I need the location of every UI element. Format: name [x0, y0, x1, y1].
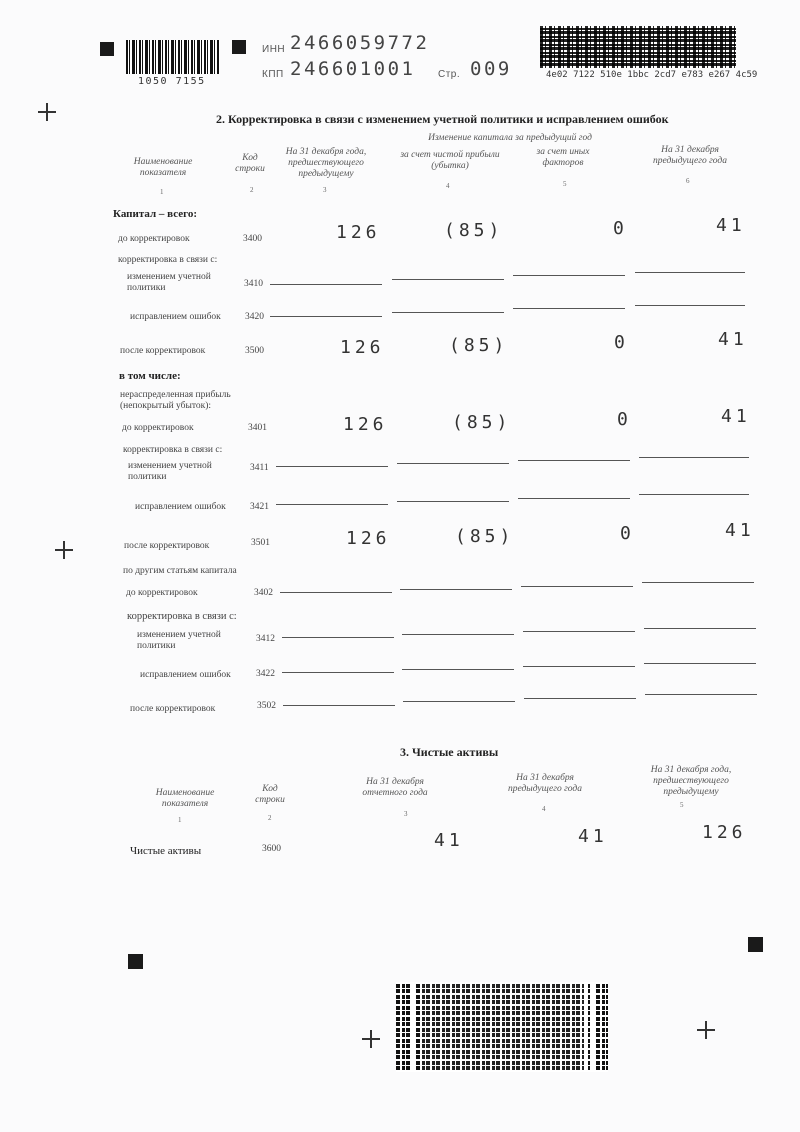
row-3402-code: 3402 [254, 588, 273, 598]
row-3422-line-col6 [644, 663, 756, 664]
row-3502-line-col5 [524, 698, 636, 699]
row-3401-col5: 0 [617, 409, 632, 430]
row-3421-line-col4 [397, 501, 509, 502]
row-3500-col4: (85) [449, 335, 509, 356]
row-3412-line-col4 [402, 634, 514, 635]
row-3410-label: изменением учетной политики [127, 272, 211, 293]
row-3420-line-col5 [513, 308, 625, 309]
row-3420-line-col4 [392, 312, 504, 313]
row-3400-code: 3400 [243, 234, 262, 244]
s3-col-name-header: Наименование показателя [155, 788, 215, 809]
s3-col-code-header: Код строки [255, 784, 285, 805]
col-code-header: Код строки [235, 153, 265, 174]
col-5-header: за счет иных факторов [536, 147, 590, 168]
row-3502-line-col3 [283, 705, 395, 706]
row-3412-line-col6 [644, 628, 756, 629]
col-group-header: Изменение капитала за предыдущий год [428, 133, 592, 143]
net-assets-col3: 41 [434, 830, 464, 851]
row-3421-line-col5 [518, 498, 630, 499]
capital-total-label: Капитал – всего: [113, 208, 198, 220]
row-3411-label: изменением учетной политики [128, 461, 212, 482]
row-3412-label: изменением учетной политики [137, 630, 221, 651]
row-3421-line-col6 [639, 494, 749, 495]
marker-square-top-middle [232, 40, 246, 54]
row-3421-code: 3421 [250, 502, 269, 512]
row-3420-label: исправлением ошибок [130, 312, 221, 322]
col-3-header: На 31 декабря года, предшествующего предыдущему [285, 147, 367, 179]
retained-label: нераспределенная прибыль (непокрытый убыток): [120, 390, 231, 411]
row-3410-line-col4 [392, 279, 504, 280]
row-3412-code: 3412 [256, 634, 275, 644]
net-assets-col4: 41 [578, 826, 608, 847]
row-3422-code: 3422 [256, 669, 275, 679]
marker-square-bottom-left [128, 954, 143, 969]
col-num-6: 6 [686, 177, 690, 185]
s3-col-num-5: 5 [680, 801, 684, 809]
row-3402-line-col6 [642, 582, 754, 583]
crosshair-bottom-right [697, 1021, 715, 1039]
s3-col-5-header: На 31 декабря года, предшествующего предыдущему [650, 765, 732, 797]
col-name-header: Наименование показателя [133, 157, 193, 178]
row-3401-col4: (85) [452, 412, 512, 433]
kpp-value: 246601001 [290, 58, 416, 80]
row-3402-line-col4 [400, 589, 512, 590]
section3-title: 3. Чистые активы [400, 745, 499, 759]
row-3422-line-col3 [282, 672, 394, 673]
row-3410-code: 3410 [244, 279, 263, 289]
row-3400-col5: 0 [613, 218, 628, 239]
row-3420-code: 3420 [245, 312, 264, 322]
net-assets-code: 3600 [262, 844, 281, 854]
net-assets-label: Чистые активы [130, 845, 202, 857]
row-3422-line-col4 [402, 669, 514, 670]
inn-value: 2466059772 [290, 32, 430, 54]
row-3402-line-col3 [280, 592, 392, 593]
col-4-header: за счет чистой прибыли (убытка) [400, 150, 500, 171]
s3-col-3-header: На 31 декабря отчетного года [362, 777, 428, 798]
row-3402-label: до корректировок [126, 588, 198, 598]
row-3502-line-col4 [403, 701, 515, 702]
adj-due-label-2: корректировка в связи с: [123, 445, 223, 455]
row-3422-label: исправлением ошибок [140, 670, 231, 680]
s3-col-4-header: На 31 декабря предыдущего года [508, 773, 582, 794]
s3-col-num-4: 4 [542, 805, 546, 813]
row-3412-line-col3 [282, 637, 394, 638]
inn-label: ИНН [262, 44, 286, 55]
kpp-label: КПП [262, 69, 284, 80]
row-3400-label: до корректировок [118, 234, 190, 244]
col-num-4: 4 [446, 182, 450, 190]
col-6-header: На 31 декабря предыдущего года [653, 145, 727, 166]
row-3501-col6: 41 [725, 520, 755, 541]
net-assets-col5: 126 [702, 822, 747, 843]
row-3400-col3: 126 [336, 222, 381, 243]
row-3401-code: 3401 [248, 423, 267, 433]
col-num-5: 5 [563, 180, 567, 188]
col-num-1: 1 [160, 188, 164, 196]
row-3500-col3: 126 [340, 337, 385, 358]
row-3401-col6: 41 [721, 406, 751, 427]
row-3401-label: до корректировок [122, 423, 194, 433]
row-3400-col6: 41 [716, 215, 746, 236]
page-value: 009 [470, 58, 512, 80]
col-num-3: 3 [323, 186, 327, 194]
row-3501-col5: 0 [620, 523, 635, 544]
row-3501-label: после корректировок [124, 541, 210, 551]
barcode-left-number: 1050 7155 [138, 76, 206, 87]
marker-square-top-left [100, 42, 114, 56]
row-3501-col3: 126 [346, 528, 391, 549]
row-3411-line-col3 [276, 466, 388, 467]
row-3502-label: после корректировок [130, 704, 216, 714]
row-3410-line-col3 [270, 284, 382, 285]
row-3411-line-col6 [639, 457, 749, 458]
row-3402-line-col5 [521, 586, 633, 587]
row-3411-line-col4 [397, 463, 509, 464]
row-3400-col4: (85) [444, 220, 504, 241]
row-3501-code: 3501 [251, 538, 270, 548]
row-3411-line-col5 [518, 460, 630, 461]
incl-label: в том числе: [119, 370, 181, 382]
row-3500-label: после корректировок [120, 346, 206, 356]
row-3421-label: исправлением ошибок [135, 502, 226, 512]
row-3411-code: 3411 [250, 463, 269, 473]
col-num-2: 2 [250, 186, 254, 194]
other-label: по другим статьям капитала [123, 566, 237, 576]
2d-barcode-top-right [540, 26, 736, 68]
s3-col-num-2: 2 [268, 814, 272, 822]
adj-due-label-1: корректировка в связи с: [118, 255, 218, 265]
crosshair-bottom-left [362, 1030, 380, 1048]
row-3420-line-col6 [635, 305, 745, 306]
row-3502-code: 3502 [257, 701, 276, 711]
marker-square-bottom-right [748, 937, 763, 952]
page-label: Стр. [438, 69, 461, 80]
s3-col-num-3: 3 [404, 810, 408, 818]
row-3500-code: 3500 [245, 346, 264, 356]
linear-barcode-left [126, 40, 220, 74]
row-3420-line-col3 [270, 316, 382, 317]
row-3501-col4: (85) [455, 526, 515, 547]
s3-col-num-1: 1 [178, 816, 182, 824]
row-3412-line-col5 [523, 631, 635, 632]
barcode-right-code: 4e02 7122 510e 1bbc 2cd7 e783 e267 4c59 [546, 70, 758, 80]
row-3500-col5: 0 [614, 332, 629, 353]
row-3421-line-col3 [276, 504, 388, 505]
row-3500-col6: 41 [718, 329, 748, 350]
row-3422-line-col5 [523, 666, 635, 667]
crosshair-top-left [38, 103, 56, 121]
row-3401-col3: 126 [343, 414, 388, 435]
section2-title: 2. Корректировка в связи с изменением учетной политики и исправлением ошибок [216, 112, 669, 126]
adj-due-label-3: корректировка в связи с: [127, 611, 237, 622]
row-3410-line-col5 [513, 275, 625, 276]
row-3502-line-col6 [645, 694, 757, 695]
row-3410-line-col6 [635, 272, 745, 273]
crosshair-middle-left [55, 541, 73, 559]
2d-barcode-bottom [396, 982, 608, 1072]
